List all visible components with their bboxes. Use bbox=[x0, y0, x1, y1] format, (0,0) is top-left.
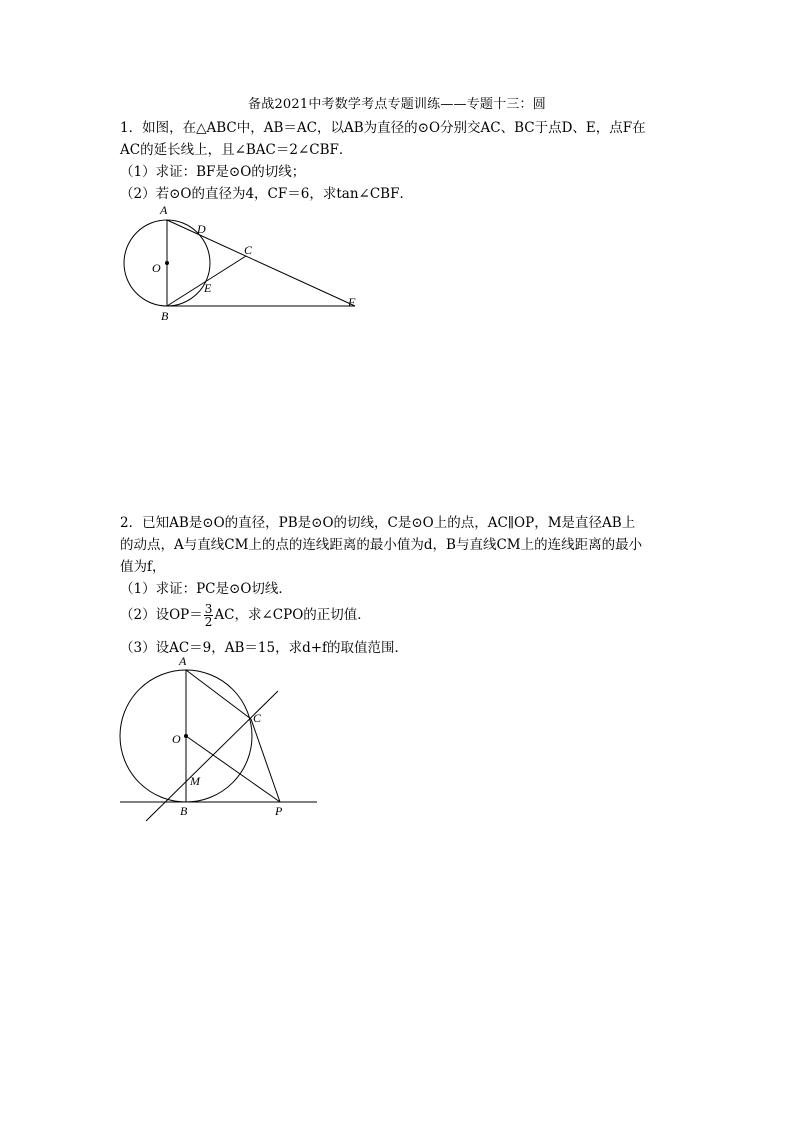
page-title: 备战2021中考数学考点专题训练——专题十三：圆 bbox=[248, 97, 546, 112]
q1-label-b: B bbox=[161, 309, 169, 323]
q2-part2-suffix: AC，求∠CPO的正切值． bbox=[214, 607, 371, 623]
q2-line1: 2．已知AB是⊙O的直径，PB是⊙O的切线，C是⊙O上的点，AC∥OP，M是直径AB上 bbox=[120, 515, 636, 531]
q2-label-o: O bbox=[172, 732, 181, 746]
q1-label-f: F bbox=[348, 295, 356, 309]
q1-label-e: E bbox=[204, 281, 212, 295]
q2-figure bbox=[110, 655, 330, 825]
q1-part1: （1）求证：BF是⊙O的切线； bbox=[120, 164, 306, 180]
q2-fraction bbox=[204, 603, 214, 628]
q2-fraction-numerator: 3 bbox=[204, 602, 213, 616]
q1-label-a: A bbox=[160, 203, 168, 217]
q2-label-p: P bbox=[275, 804, 283, 818]
q1-line1: 1．如图，在△ABC中，AB＝AC，以AB为直径的⊙O分别交AC、BC于点D、E，点F在 bbox=[120, 120, 646, 136]
q2-fraction-denominator: 2 bbox=[204, 615, 213, 629]
q1-line2: AC的延长线上，且∠BAC＝2∠CBF． bbox=[120, 142, 353, 158]
q2-part3: （3）设AC＝9，AB＝15，求d+f的取值范围． bbox=[120, 640, 409, 656]
q2-part1: （1）求证：PC是⊙O切线． bbox=[120, 581, 292, 597]
q2-chord-ac bbox=[186, 670, 251, 719]
q1-center-dot bbox=[165, 261, 169, 265]
q2-label-b: B bbox=[180, 804, 188, 818]
q1-label-o: O bbox=[152, 261, 161, 275]
q1-label-d: D bbox=[197, 222, 206, 236]
q1-line-af bbox=[167, 220, 355, 306]
q2-label-a: A bbox=[179, 655, 187, 668]
q1-figure bbox=[110, 200, 370, 325]
q2-part2 bbox=[120, 600, 680, 630]
q2-center-dot bbox=[184, 734, 188, 738]
q2-line3: 值为f， bbox=[120, 559, 166, 575]
q2-line-op bbox=[186, 736, 280, 802]
q1-part2: （2）若⊙O的直径为4，CF＝6，求tan∠CBF． bbox=[120, 186, 413, 202]
q2-label-c: C bbox=[253, 711, 262, 725]
q2-line-cp bbox=[251, 719, 280, 802]
q1-label-c: C bbox=[244, 243, 253, 257]
q2-part2-prefix: （2）设OP＝ bbox=[120, 607, 203, 623]
q2-line2: 的动点，A与直线CM上的点的连线距离的最小值为d，B与直线CM上的连线距离的最小 bbox=[120, 537, 643, 553]
q2-label-m: M bbox=[190, 774, 200, 788]
